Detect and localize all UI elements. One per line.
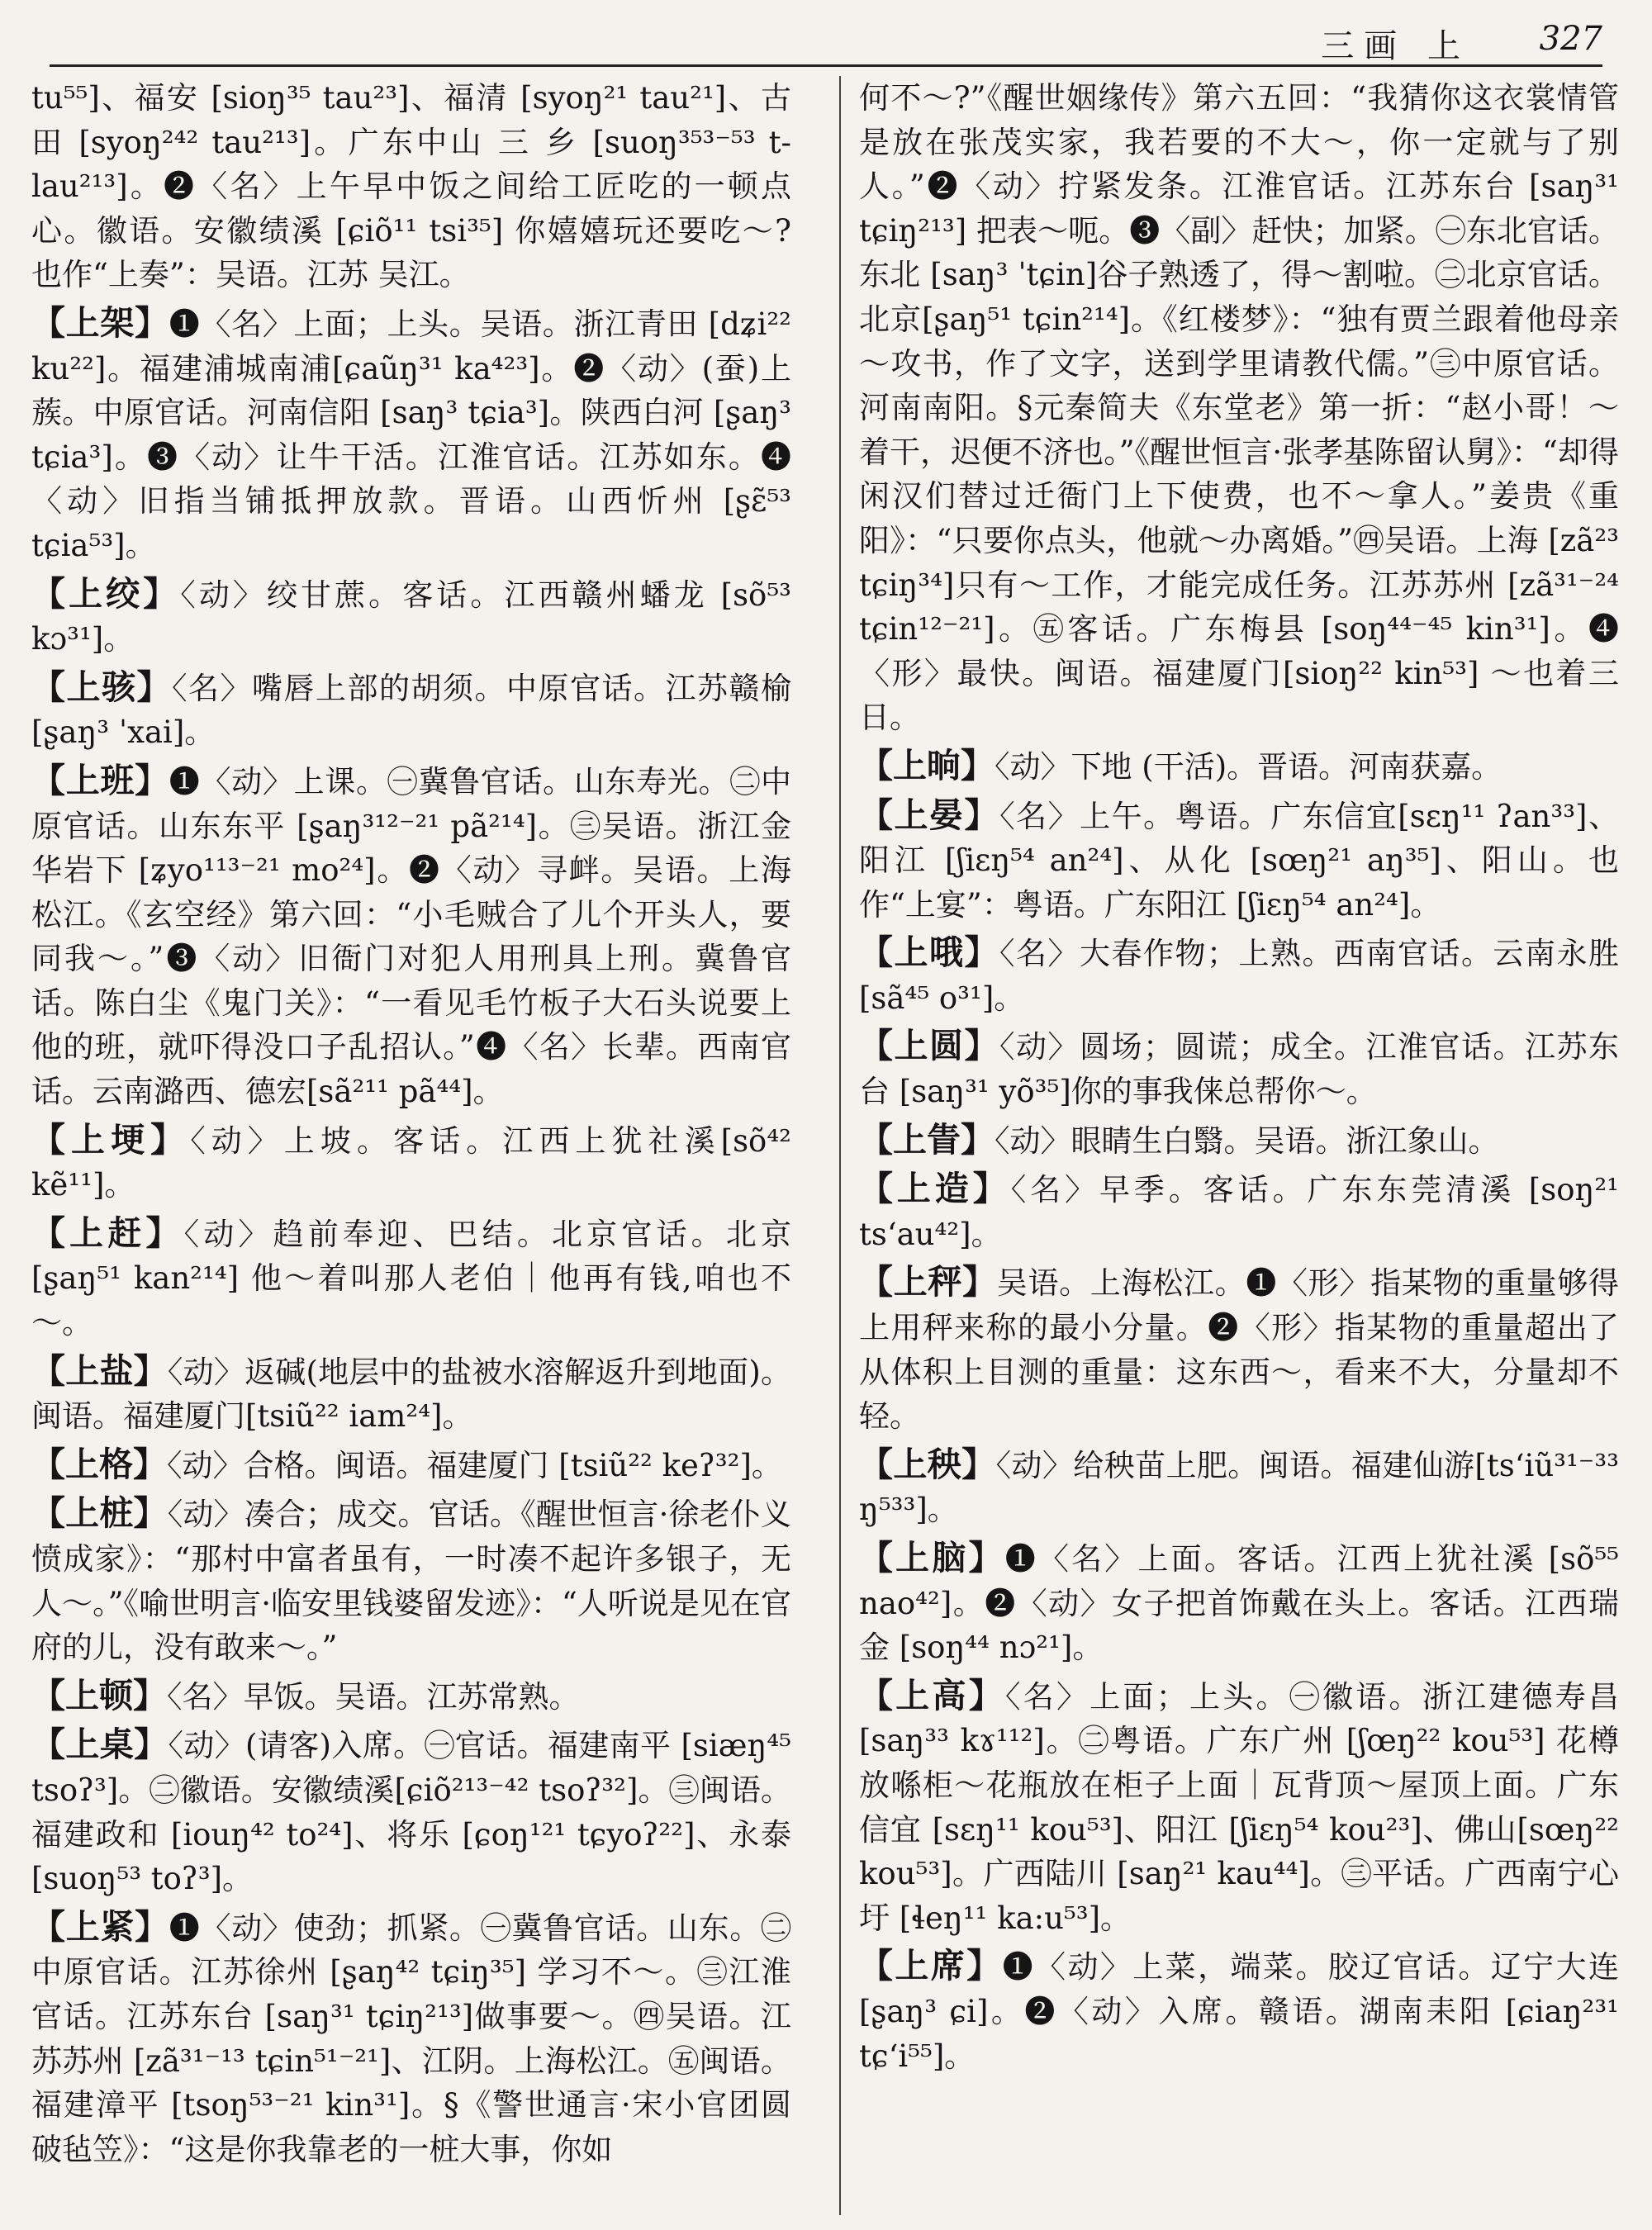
right-column (859, 76, 1619, 2082)
dictionary-entry (859, 1674, 1619, 1941)
entry-definition: ❶〈名〉上面。客话。江西上犹社溪 [sõ⁵⁵ nao⁴²]。❷〈动〉女子把首饰戴在头上。客话。江西瑞金 [soŋ⁴⁴ nɔ²¹]。 (859, 1541, 1620, 1666)
entry-definition: 〈动〉合格。闽语。福建厦门 [tsiũ²² keʔ³²]。 (167, 1447, 782, 1483)
entry-headword: 【上绞】 (31, 573, 181, 614)
entry-headword: 【上盐】 (31, 1350, 168, 1391)
page-number: 327 (1539, 20, 1602, 58)
dictionary-entry (859, 794, 1619, 928)
dictionary-entry (859, 1024, 1619, 1113)
entry-headword: 【上桩】 (31, 1493, 168, 1534)
entry-definition: 〈动〉给秧苗上肥。闽语。福建仙游[tsʻiũ³¹⁻³³ ŋ⁵³³]。 (859, 1447, 1620, 1528)
entry-headword: 【上桌】 (31, 1725, 169, 1765)
dictionary-entry (859, 1118, 1619, 1164)
entry-definition: ❶〈动〉上课。㊀冀鲁官话。山东寿光。㊁中原官话。山东东平 [ʂaŋ³¹²⁻²¹ pã²¹⁴]。㊂吴语。浙江金华岩下 [ʑyo¹¹³⁻²¹ mo²⁴]。❷〈动〉寻衅。吴语。上海松江。《玄空经》第六回：“小毛贼合了儿个开头人，要同我～。”❸〈动〉旧衙门对犯人用刑具上刑。冀鲁官话。陈白尘《鬼门关》：“一看见毛竹板子大石头说要上他的班，就吓得没口子乱招认。”❹〈名〉长辈。西南官话。云南潞西、德宏[sã²¹¹ pã⁴⁴]。 (31, 763, 792, 1110)
entry-headword: 【上哦】 (859, 932, 999, 973)
dictionary-entry (31, 1905, 791, 2172)
dictionary-entry (859, 931, 1619, 1020)
entry-headword: 【上架】 (31, 302, 169, 343)
dictionary-entry (859, 1167, 1619, 1256)
entry-headword: 【上格】 (31, 1444, 167, 1484)
entry-definition: 〈动〉眼睛生白翳。吴语。浙江象山。 (995, 1122, 1499, 1159)
entry-headword: 【上脑】 (859, 1538, 1005, 1578)
dictionary-entry (859, 1944, 1619, 2078)
entry-headword: 【上埂】 (31, 1119, 191, 1160)
entry-definition: 〈名〉大春作物；上熟。西南官话。云南永胜 [sã⁴⁵ o³¹]。 (859, 936, 1619, 1016)
entry-headword: 【上造】 (859, 1169, 1011, 1209)
entry-headword: 【上赶】 (31, 1212, 184, 1253)
entry-definition: ❶〈名〉上面；上头。吴语。浙江青田 [dʑi²² ku²²]。福建浦城南浦[ɕaũŋ³¹ ka⁴²³]。❷〈动〉(蚕)上蔟。中原官话。河南信阳 [saŋ³ tɕia³]。陕西白河 [ʂaŋ³ tɕia³]。❸〈动〉让牛干活。江淮官话。江苏如东。❹〈动〉旧指当铺抵押放款。晋语。山西忻州 [ʂɛ̃⁵³ tɕia⁵³]。 (31, 306, 792, 563)
continuation-text: 何不～?”《醒世姻缘传》第六五回：“我猜你这衣裳情管是放在张茂实家，我若要的不大～，你一定就与了别人。”❷〈动〉拧紧发条。江淮官话。江苏东台 [saŋ³¹ tɕiŋ²¹³] 把表～呃。❸〈副〉赶快；加紧。㊀东北官话。东北 [saŋ³ ˈtɕin]谷子熟透了，得～割啦。㊁北京官话。北京[ʂaŋ⁵¹ tɕin²¹⁴]。《红楼梦》：“独有贾兰跟着他母亲～攻书，作了文字，送到学里请教代儒。”㊂中原官话。河南南阳。§元秦简夫《东堂老》第一折：“赵小哥！～着干，迟便不济也。”《醒世恒言·张孝基陈留认舅》：“却得闲汉们替过迁衙门上下使费，也不～拿人。”姜贵《重阳》：“只要你点头，他就～办离婚。”㊃吴语。上海 [zã²³ tɕiŋ³⁴]只有～工作，才能完成任务。江苏苏州 [zã³¹⁻²⁴ tɕin¹²⁻²¹]。㊄客话。广东梅县 [soŋ⁴⁴⁻⁴⁵ kin³¹]。❹〈形〉最快。闽语。福建厦门[sioŋ²² kin⁵³] ～也着三日。 (859, 80, 1619, 736)
entry-definition: 〈动〉圆场；圆谎；成全。江淮官话。江苏东台 [saŋ³¹ yõ³⁵]你的事我俫总帮你～。 (859, 1029, 1619, 1110)
entry-definition: 〈动〉凑合；成交。官话。《醒世恒言·徐老仆义愤成家》：“那村中富者虽有，一时凑不起许多银子，无人～。”《喻世明言·临安里钱婆留发迹》：“人听说是见在官府的儿，没有敢来～。” (31, 1497, 792, 1666)
page-header (50, 15, 1602, 67)
entry-definition: 〈动〉返碱(地层中的盐被水溶解返升到地面)。闽语。福建厦门[tsiũ²² iam²⁴]。 (31, 1354, 792, 1435)
entry-definition: 〈动〉下地 (干活)。晋语。河南获嘉。 (995, 748, 1502, 785)
entry-definition: 〈名〉早饭。吴语。江苏常熟。 (167, 1678, 580, 1715)
entry-headword: 【上高】 (859, 1675, 1005, 1715)
entry-headword: 【上班】 (31, 760, 169, 800)
entry-definition: 〈动〉趋前奉迎、巴结。北京官话。北京[ʂaŋ⁵¹ kan²¹⁴] 他～着叫那人老伯｜他再有钱,咱也不～。 (31, 1216, 792, 1341)
dictionary-entry (859, 1260, 1619, 1438)
section-title: 三画 上 (1321, 27, 1470, 65)
entry-definition: 〈名〉上午。粤语。广东信宜[sɛŋ¹¹ ʔan³³]、阳江 [ʃiɛŋ⁵⁴ an²⁴]、从化 [sœŋ²¹ aŋ³⁵]、阳山。也作“上宴”：粤语。广东阳江 [ʃiɛŋ⁵⁴ an²⁴]。 (859, 798, 1619, 923)
entry-headword: 【上席】 (859, 1946, 1003, 1986)
dictionary-entry (31, 1723, 791, 1900)
dictionary-entry (31, 759, 791, 1114)
entry-definition: 〈动〉上坡。客话。江西上犹社溪[sõ⁴² kẽ¹¹]。 (31, 1122, 792, 1203)
dictionary-entry (859, 1536, 1619, 1670)
dictionary-entry (859, 744, 1619, 790)
dictionary-entry (31, 1350, 791, 1439)
entry-definition: 〈名〉嘴唇上部的胡须。中原官话。江苏赣榆 [ʂaŋ³ ˈxai]。 (31, 670, 791, 751)
dictionary-entry (31, 666, 791, 755)
entry-headword: 【上秧】 (859, 1444, 996, 1484)
entry-headword: 【上眚】 (859, 1119, 995, 1160)
dictionary-entry (31, 301, 791, 568)
continuation-text: tu⁵⁵]、福安 [sioŋ³⁵ tau²³]、福清 [syoŋ²¹ tau²¹]、古田 [syoŋ²⁴² tau²¹³]。广东中山 三 乡 [suoŋ³⁵³⁻⁵³ t-lau²¹³]。❷〈名〉上午早中饭之间给工匠吃的一顿点心。徽语。安徽绩溪 [ɕiõ¹¹ tsi³⁵] 你嬉嬉玩还要吃～? 也作“上奏”：吴语。江苏 吴江。 (31, 80, 791, 293)
entry-definition: 〈动〉绞甘蔗。客话。江西赣州蟠龙 [sõ⁵³ kɔ³¹]。 (31, 576, 792, 657)
entry-headword: 【上秤】 (859, 1262, 997, 1302)
entry-definition: 〈名〉早季。客话。广东东莞清溪 [soŋ²¹ tsʻau⁴²]。 (859, 1172, 1619, 1252)
entry-definition: ❶〈动〉上菜，端菜。胶辽官话。辽宁大连 [ʂaŋ³ ɕi]。❷〈动〉入席。赣语。湖南耒阳 [ɕiaŋ²³¹ tɕʻi⁵⁵]。 (859, 1949, 1620, 2074)
entry-headword: 【上紧】 (31, 1906, 169, 1947)
entry-definition: ❶〈动〉使劲；抓紧。㊀冀鲁官话。山东。㊁中原官话。江苏徐州 [ʂaŋ⁴² tɕiŋ³⁵] 学习不～。㊂江淮官话。江苏东台 [saŋ³¹ tɕiŋ²¹³]做事要～。㊃吴语。江苏苏州 [zã³¹⁻¹³ tɕin⁵¹⁻²¹]、江阴。上海松江。㊄闽语。福建漳平 [tsoŋ⁵³⁻²¹ kin³¹]。§《警世通言·宋小官团圆破毡笠》：“这是你我靠老的一桩大事，你如 (31, 1910, 792, 2167)
entry-headword: 【上晌】 (859, 745, 995, 785)
dictionary-entry (31, 1118, 791, 1208)
dictionary-entry (31, 1212, 791, 1345)
entry-headword: 【上顿】 (31, 1675, 167, 1715)
left-column (31, 76, 791, 2175)
dictionary-entry (31, 1443, 791, 1488)
entry-headword: 【上骇】 (31, 667, 172, 707)
dictionary-entry (859, 1443, 1619, 1532)
dictionary-entry (31, 1674, 791, 1720)
entry-definition: 〈动〉(请客)入席。㊀官话。福建南平 [siæŋ⁴⁵ tsoʔ³]。㊁徽语。安徽绩溪[ɕiõ²¹³⁻⁴² tsoʔ³²]。㊂闽语。福建政和 [iouŋ⁴² to²⁴]、将乐 [ɕoŋ¹²¹ tɕyoʔ²²]、永泰 [suoŋ⁵³ toʔ³]。 (31, 1728, 791, 1897)
entry-definition: 〈名〉上面；上头。㊀徽语。浙江建德寿昌[saŋ³³ kɤ¹¹²]。㊁粤语。广东广州 [ʃœŋ²² kou⁵³] 花樽放喺柜～花瓶放在柜子上面｜瓦背顶～屋顶上面。广东信宜 [sɛŋ¹¹ kou⁵³]、阳江 [ʃiɛŋ⁵⁴ kou²³]、佛山[sœŋ²² kou⁵³]。广西陆川 [saŋ²¹ kau⁴⁴]。㊂平话。广西南宁心圩 [ɬeŋ¹¹ ka:u⁵³]。 (859, 1678, 1619, 1936)
column-divider (839, 76, 841, 2215)
entry-headword: 【上晏】 (859, 795, 1000, 835)
dictionary-entry (31, 572, 791, 662)
dictionary-entry (31, 1492, 791, 1669)
entry-definition: 吴语。上海松江。❶〈形〉指某物的重量够得上用秤来称的最小分量。❷〈形〉指某物的重量超出了从体积上目测的重量：这东西～，看来不大，分量却不轻。 (859, 1265, 1620, 1435)
entry-headword: 【上圆】 (859, 1026, 999, 1066)
